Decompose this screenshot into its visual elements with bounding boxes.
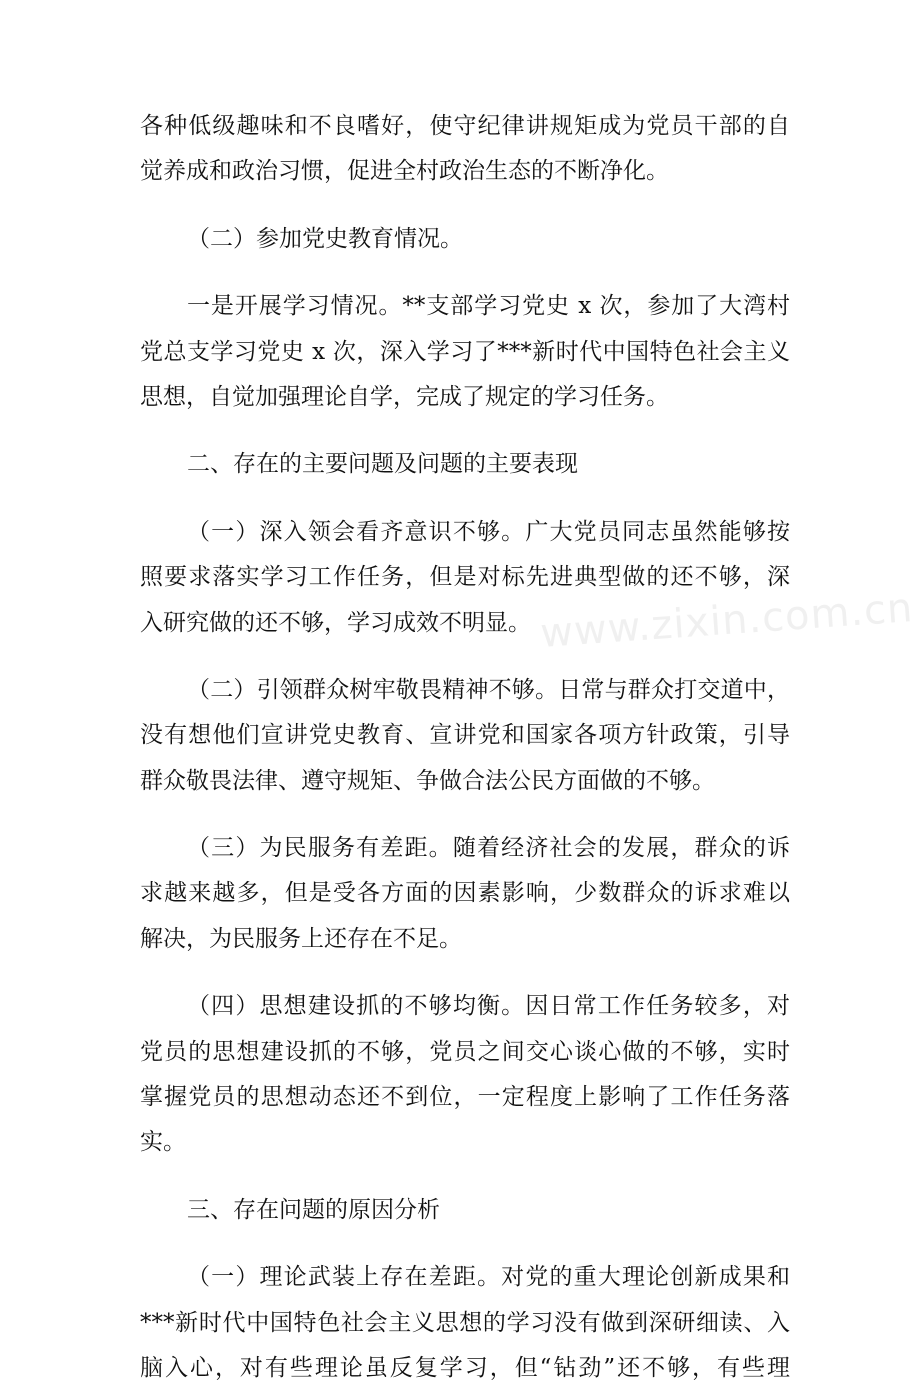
section-heading: 三、存在问题的原因分析 xyxy=(187,1196,440,1223)
text-line: 入研究做的还不够，学习成效不明显。 xyxy=(140,609,531,636)
paragraph-gap xyxy=(140,804,790,826)
text-line: 掌握党员的思想动态还不到位，一定程度上影响了工作任务落 xyxy=(140,1084,790,1111)
section-heading: （二）参加党史教育情况。 xyxy=(187,225,463,252)
text-line: ***新时代中国特色社会主义思想的学习没有做到深研细读、入 xyxy=(140,1309,790,1336)
text-line: （三）为民服务有差距。随着经济社会的发展，群众的诉 xyxy=(187,835,790,862)
watermark: www.zixin.com.cn xyxy=(538,585,915,657)
paragraph-gap xyxy=(140,962,790,984)
text-line: 觉养成和政治习惯，促进全村政治生态的不断净化。 xyxy=(140,158,669,185)
text-line: 群众敬畏法律、遵守规矩、争做合法公民方面做的不够。 xyxy=(140,767,715,794)
text-line: 一是开展学习情况。**支部学习党史 x 次，参加了大湾村 xyxy=(187,293,790,320)
text-line: 党总支学习党史 x 次，深入学习了***新时代中国特色社会主义 xyxy=(140,338,790,365)
paragraph-gap xyxy=(140,420,790,442)
text-line: 解决，为民服务上还存在不足。 xyxy=(140,925,462,952)
text-line: （一）深入领会看齐意识不够。广大党员同志虽然能够按 xyxy=(187,518,790,545)
paragraph-gap xyxy=(140,646,790,668)
text-line: 党员的思想建设抓的不够，党员之间交心谈心做的不够，实时 xyxy=(140,1038,790,1065)
text-line: 实。 xyxy=(140,1129,186,1156)
text-line: 各种低级趣味和不良嗜好，使守纪律讲规矩成为党员干部的自 xyxy=(140,113,790,139)
text-line: （二）引领群众树牢敬畏精神不够。日常与群众打交道中， xyxy=(187,676,790,703)
section-heading: 二、存在的主要问题及问题的主要表现 xyxy=(187,451,578,478)
document-body xyxy=(140,104,790,1391)
text-line: 照要求落实学习工作任务，但是对标先进典型做的还不够，深 xyxy=(140,564,790,591)
text-line: （四）思想建设抓的不够均衡。因日常工作任务较多，对 xyxy=(187,993,790,1020)
text-line: 求越来越多，但是受各方面的因素影响，少数群众的诉求难以 xyxy=(140,880,790,907)
text-line: 思想，自觉加强理论自学，完成了规定的学习任务。 xyxy=(140,383,669,410)
paragraph-gap xyxy=(140,1233,790,1255)
paragraph-gap xyxy=(140,488,790,510)
text-line: 脑入心，对有些理论虽反复学习，但“钻劲”还不够，有些理 xyxy=(140,1354,790,1381)
paragraph-gap xyxy=(140,1166,790,1188)
paragraph-gap xyxy=(140,195,790,217)
paragraph-gap xyxy=(140,262,790,284)
text-line: （一）理论武装上存在差距。对党的重大理论创新成果和 xyxy=(187,1264,790,1291)
text-line: 没有想他们宣讲党史教育、宣讲党和国家各项方针政策，引导 xyxy=(140,722,790,749)
